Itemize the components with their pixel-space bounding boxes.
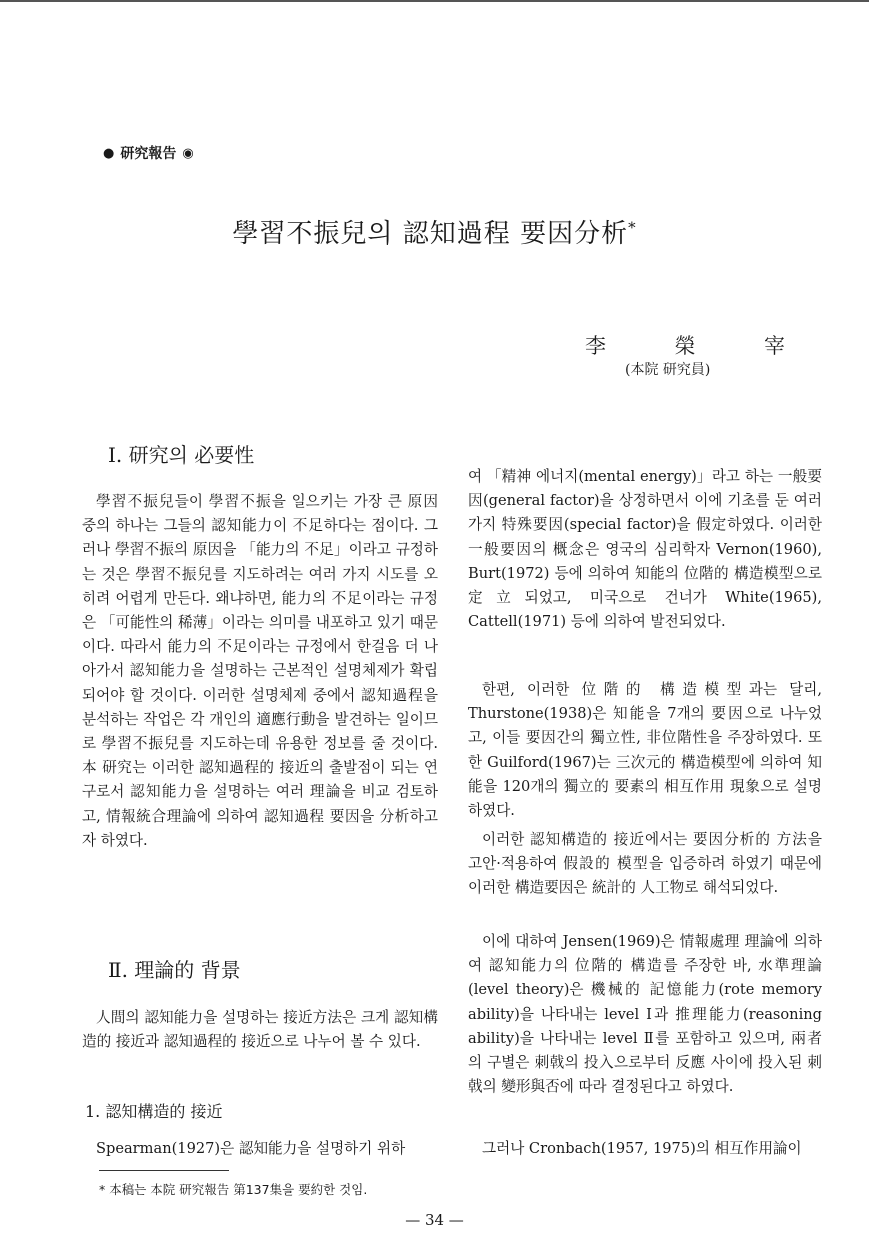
- footnote: * 本稿는 本院 研究報告 第137集을 要約한 것임.: [99, 1182, 368, 1197]
- subsection-1-heading: 1. 認知構造的 接近: [85, 1102, 223, 1121]
- title-footnote-mark: *: [628, 218, 637, 237]
- ornament-circle-icon: ◉: [182, 145, 194, 161]
- right-paragraph-2: 한편, 이러한 位階的 構造模型과는 달리, Thurstone(1938)은 知能을 7개의 要因으로 나누었고, 이들 要因간의 獨立性, 非位階性을 주장하였다. 또한 Guilford(1967)는 三次元的 構造模型에 의하여 知能을 120개의 獨立的 要素의 相互作用 現象으로 설명하였다.: [468, 681, 822, 820]
- author-char: 李: [585, 334, 606, 358]
- section-1-heading: Ⅰ. 研究의 必要性: [108, 443, 255, 467]
- right-paragraph-3: 이러한 認知構造的 接近에서는 要因分析的 方法을 고안·적용하여 假設的 模型을 입증하려 하였기 때문에 이러한 構造要因은 統計的 人工物로 해석되었다.: [468, 831, 822, 897]
- bullet-dot-icon: ●: [103, 145, 115, 161]
- author-affiliation: (本院 研究員): [625, 362, 711, 378]
- subsection-1-paragraph: Spearman(1927)은 認知能力을 설명하기 위하: [96, 1140, 406, 1157]
- right-paragraph-4: 이에 대하여 Jensen(1969)은 情報處理 理論에 의하여 認知能力의 位階的 構造를 주장한 바, 水準理論(level theory)은 機械的 記憶能力(rote memory ability)을 나타내는 level Ⅰ과 推理能力(reasoning ability)을 나타내는 level Ⅱ를 포함하고 있으며, 兩者의 구별은 刺戟의 投入으로부터 反應 사이에 投入된 刺戟의 變形與否에 따라 결정된다고 하였다.: [468, 933, 822, 1096]
- author-char: 宰: [764, 334, 785, 358]
- title-text: 學習不振兒의 認知過程 要因分析: [232, 219, 629, 249]
- section-2-paragraph: 人間의 認知能力을 설명하는 接近方法은 크게 認知構造的 接近과 認知過程的 接近으로 나누어 볼 수 있다.: [82, 1009, 438, 1051]
- author-char: 榮: [674, 334, 696, 358]
- right-paragraph-5: 그러나 Cronbach(1957, 1975)의 相互作用論이: [482, 1140, 802, 1157]
- section-1-paragraph: 學習不振兒들이 學習不振을 일으키는 가장 큰 原因 중의 하나는 그들의 認知能力이 不足하다는 점이다. 그러나 學習不振의 原因을 「能力의 不足」이라고 규정하는 것은 學習不振兒를 지도하려는 여러 가지 시도를 오히려 어렵게 만든다. 왜냐하면, 能力의 不足이라는 규정은 「可能性의 稀薄」이라는 의미를 내포하고 있기 때문이다. 따라서 能力의 不足이라는 규정에서 한걸음 더 나아가서 認知能力을 설명하는 근본적인 설명체제가 확립되어야 할 것이다. 이러한 설명체제 중에서 認知過程을 분석하는 작업은 각 개인의 適應行動을 발견하는 일이므로 學習不振兒를 지도하는데 유용한 정보를 줄 것이다. 本 研究는 이러한 認知過程的 接近의 출발점이 되는 연구로서 認知能力을 설명하는 여러 理論을 비교 검토하고, 情報統合理論에 의하여 認知過程 要因을 分析하고자 하였다.: [82, 493, 438, 849]
- page-title: [0, 213, 869, 250]
- author-name: [585, 330, 785, 360]
- section-2-heading: Ⅱ. 理論的 背景: [108, 958, 241, 982]
- footnote-rule: [99, 1170, 229, 1171]
- series-label: [103, 143, 194, 163]
- top-rule: [0, 0, 869, 2]
- page-number: — 34 —: [405, 1211, 464, 1229]
- series-label-text: 研究報告: [120, 146, 177, 162]
- right-paragraph-1: 여 「精神 에너지(mental energy)」라고 하는 一般要因(general factor)을 상정하면서 이에 기초를 둔 여러 가지 特殊要因(special factor)을 假定하였다. 이러한 一般要因의 概念은 영국의 심리학자 Vernon(1960), Burt(1972) 등에 의하여 知能의 位階的 構造模型으로 定立되었고, 미국으로 건너가 White(1965), Cattell(1971) 등에 의하여 발전되었다.: [468, 468, 822, 631]
